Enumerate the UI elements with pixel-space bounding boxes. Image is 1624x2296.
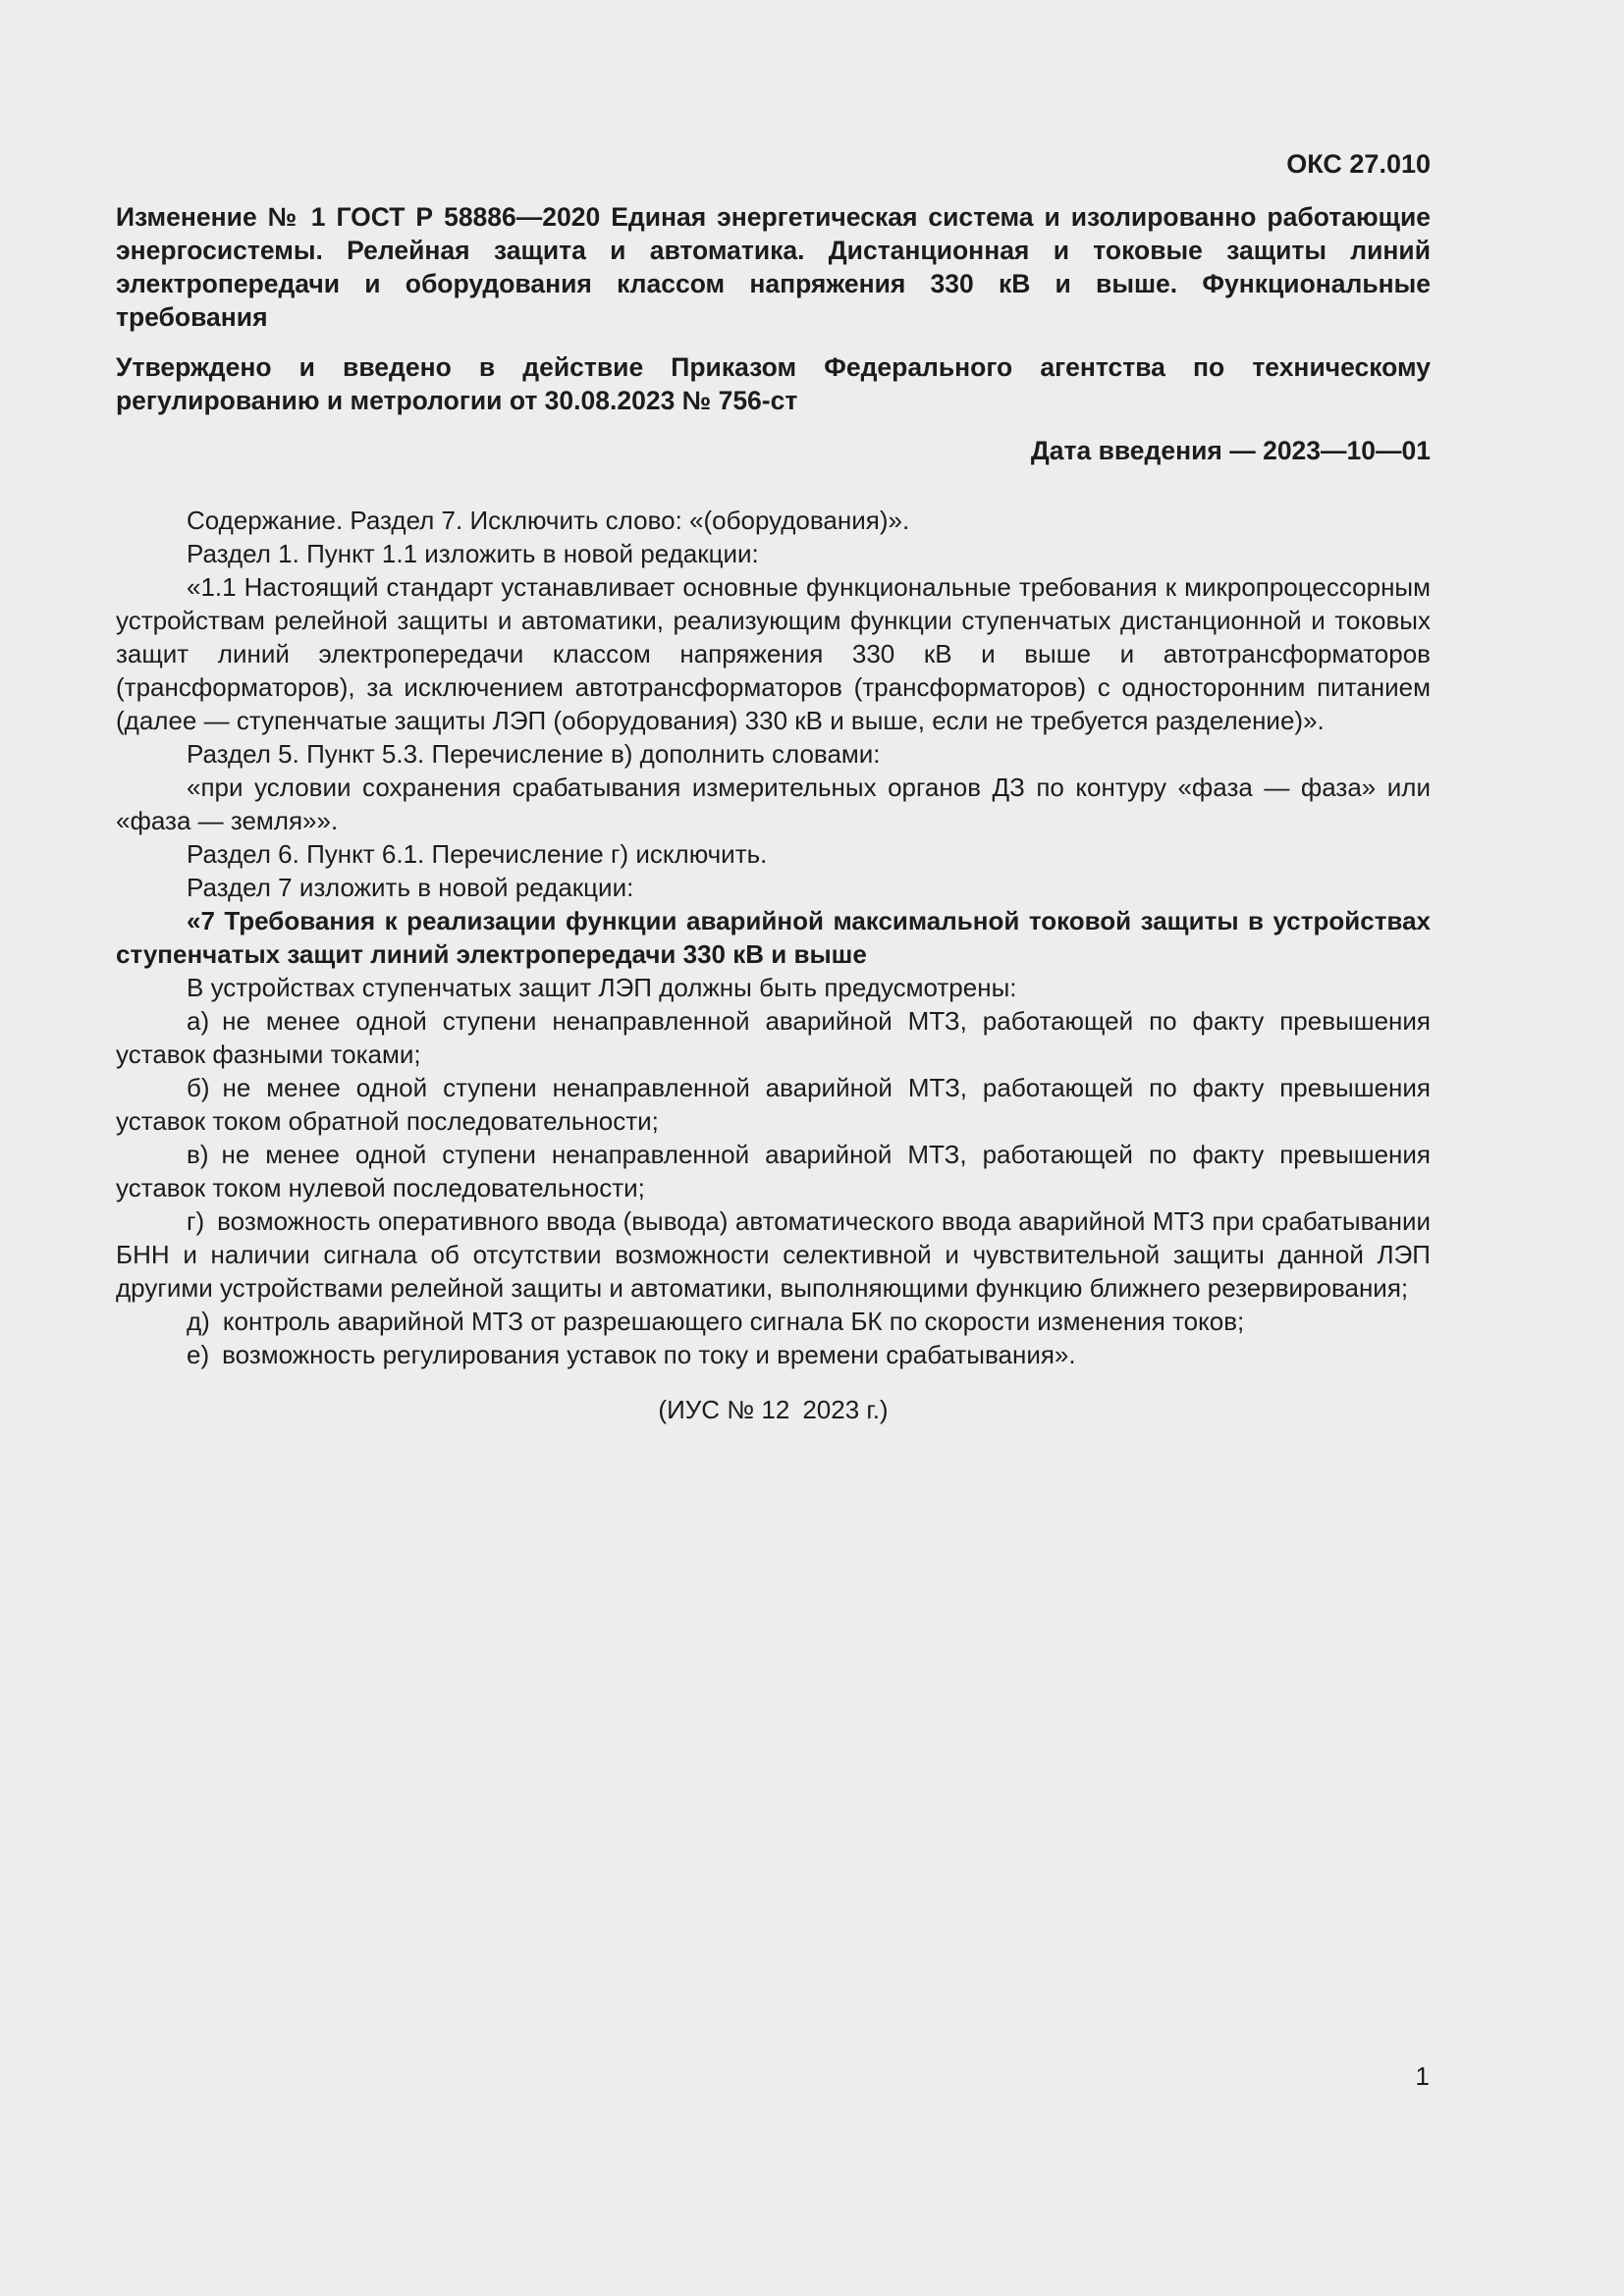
effective-date: Дата введения — 2023—10—01 <box>1030 436 1431 465</box>
ius-issue-note: (ИУС № 12 2023 г.) <box>658 1395 889 1424</box>
page-number: 1 <box>1415 2061 1430 2091</box>
list-item-b: б) не менее одной ступени ненаправленной аварийной МТЗ, работающей по факту превышения уставок током обратной последовательности; <box>116 1073 1431 1136</box>
list-item-a: а) не менее одной ступени ненаправленной аварийной МТЗ, работающей по факту превышения уставок фазными токами; <box>116 1006 1431 1069</box>
oks-classification-code: ОКС 27.010 <box>1286 149 1431 179</box>
body-paragraph: «1.1 Настоящий стандарт устанавливает основные функциональные требования к микропроцессорным устройствам релейной защиты и автоматики, реализующим функции ступенчатых дистанционной и токовых защит линий электропередачи классом напряжения 330 кВ и выше и автотрансформаторов (трансформаторов), за исключением автотрансформаторов (трансформаторов) с односторонним питанием (далее — ступенчатые защиты ЛЭП (оборудования) 330 кВ и выше, если не требуется разделение)». <box>116 572 1431 735</box>
list-item-e: е) возможность регулирования уставок по току и времени срабатывания». <box>187 1340 1076 1369</box>
body-paragraph: «при условии сохранения срабатывания измерительных органов ДЗ по контуру «фаза — фаза» или «фаза — земля»». <box>116 773 1431 835</box>
body-paragraph: Раздел 1. Пункт 1.1 изложить в новой редакции: <box>187 539 759 568</box>
list-item-d: д) контроль аварийной МТЗ от разрешающего сигнала БК по скорости изменения токов; <box>187 1307 1245 1336</box>
body-paragraph: Раздел 5. Пункт 5.3. Перечисление в) дополнить словами: <box>187 739 881 769</box>
body-paragraph: В устройствах ступенчатых защит ЛЭП должны быть предусмотрены: <box>187 973 1017 1002</box>
body-paragraph: Содержание. Раздел 7. Исключить слово: «(оборудования)». <box>187 506 910 535</box>
list-item-v: в) не менее одной ступени ненаправленной аварийной МТЗ, работающей по факту превышения уставок током нулевой последовательности; <box>116 1140 1431 1202</box>
document-body <box>116 504 1431 1371</box>
list-item-g: г) возможность оперативного ввода (вывода) автоматического ввода аварийной МТЗ при срабатывании БНН и наличии сигнала об отсутствии возможности селективной и чувствительной защиты данной ЛЭП другими устройствами релейной защиты и автоматики, выполняющими функцию ближнего резервирования; <box>116 1206 1431 1303</box>
section-7-heading: «7 Требования к реализации функции аварийной максимальной токовой защиты в устройствах ступенчатых защит линий электропередачи 330 кВ и выше <box>116 906 1431 969</box>
approval-statement: Утверждено и введено в действие Приказом Федерального агентства по техническому регулированию и метрологии от 30.08.2023 № 756-ст <box>116 352 1431 415</box>
body-paragraph: Раздел 7 изложить в новой редакции: <box>187 873 634 902</box>
amendment-title: Изменение № 1 ГОСТ Р 58886—2020 Единая энергетическая система и изолированно работающие энергосистемы. Релейная защита и автоматика. Дистанционная и токовые защиты линий электропередачи и оборудования классом напряжения 330 кВ и выше. Функциональные требования <box>116 202 1431 332</box>
text-block <box>116 0 1431 1426</box>
body-paragraph: Раздел 6. Пункт 6.1. Перечисление г) исключить. <box>187 839 768 869</box>
